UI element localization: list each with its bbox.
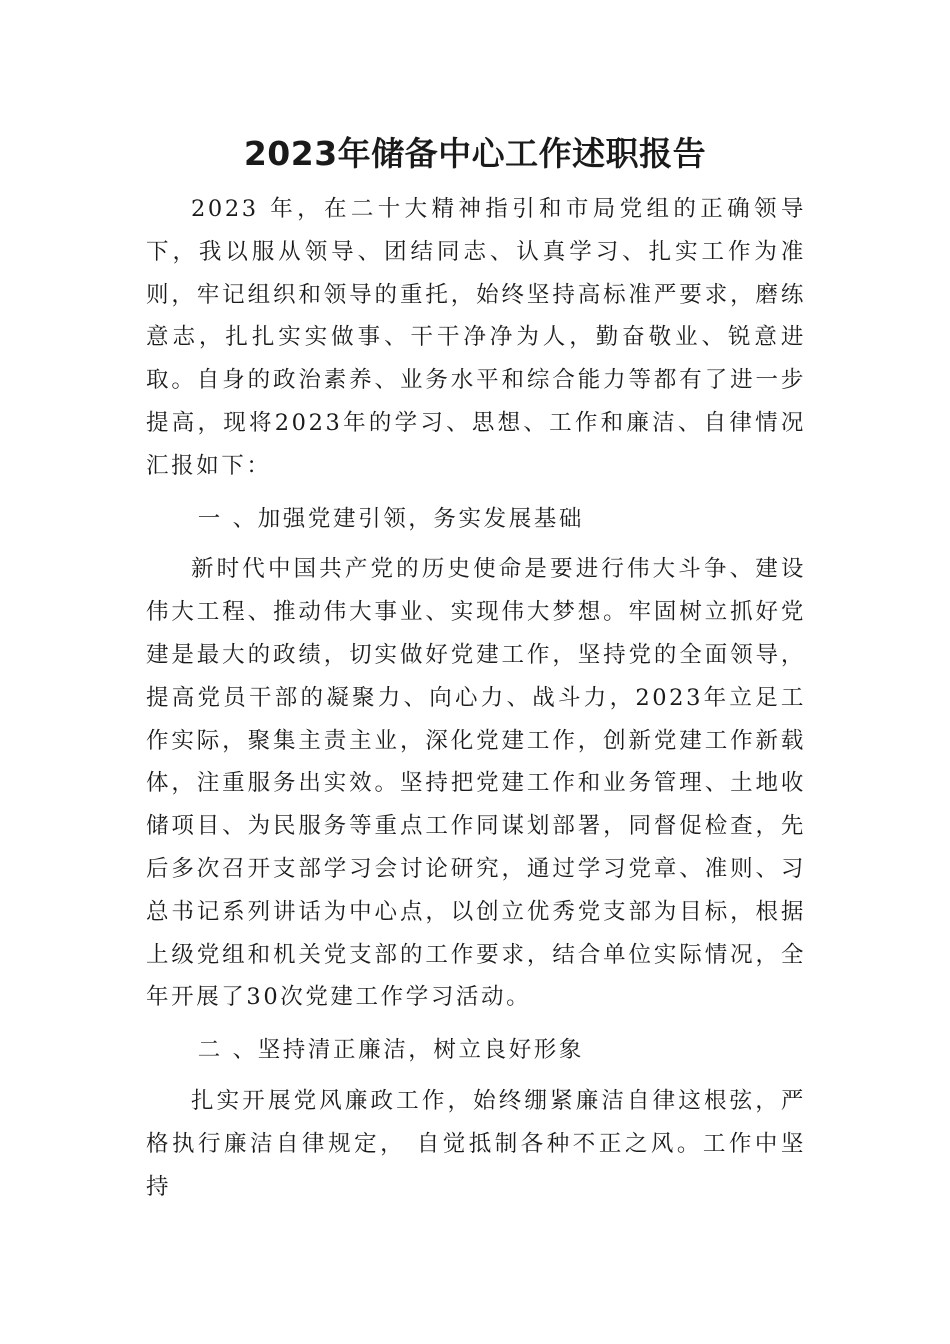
- section-2-paragraph: 扎实开展党风廉政工作，始终绷紧廉洁自律这根弦，严格执行廉洁自律规定， 自觉抵制各种不正之风。工作中坚持: [146, 1087, 806, 1200]
- section-heading-1: 一 、加强党建引领，务实发展基础: [197, 505, 585, 532]
- document-body: [146, 188, 806, 1208]
- document-title: 2023年储备中心工作述职报告: [243, 134, 707, 173]
- section-heading-2: 二 、坚持清正廉洁，树立良好形象: [197, 1037, 585, 1064]
- intro-paragraph: 2023 年，在二十大精神指引和市局党组的正确领导下，我以服从领导、团结同志、认真学习、扎实工作为准则，牢记组织和领导的重托，始终坚持高标准严要求，磨练意志，扎扎实实做事、干干净净为人，勤奋敬业、锐意进取。自身的政治素养、业务水平和综合能力等都有了进一步提高，现将2023年的学习、思想、工作和廉洁、自律情况汇报如下：: [146, 196, 806, 479]
- section-1-paragraph: 新时代中国共产党的历史使命是要进行伟大斗争、建设伟大工程、推动伟大事业、实现伟大梦想。牢固树立抓好党建是最大的政绩，切实做好党建工作，坚持党的全面领导，提高党员干部的凝聚力、向心力、战斗力，2023年立足工作实际，聚集主责主业，深化党建工作，创新党建工作新载体，注重服务出实效。坚持把党建工作和业务管理、土地收储项目、为民服务等重点工作同谋划部署，同督促检查，先后多次召开支部学习会讨论研究，通过学习党章、准则、习总书记系列讲话为中心点，以创立优秀党支部为目标，根据上级党组和机关党支部的工作要求，结合单位实际情况，全年开展了30次党建工作学习活动。: [146, 556, 806, 1011]
